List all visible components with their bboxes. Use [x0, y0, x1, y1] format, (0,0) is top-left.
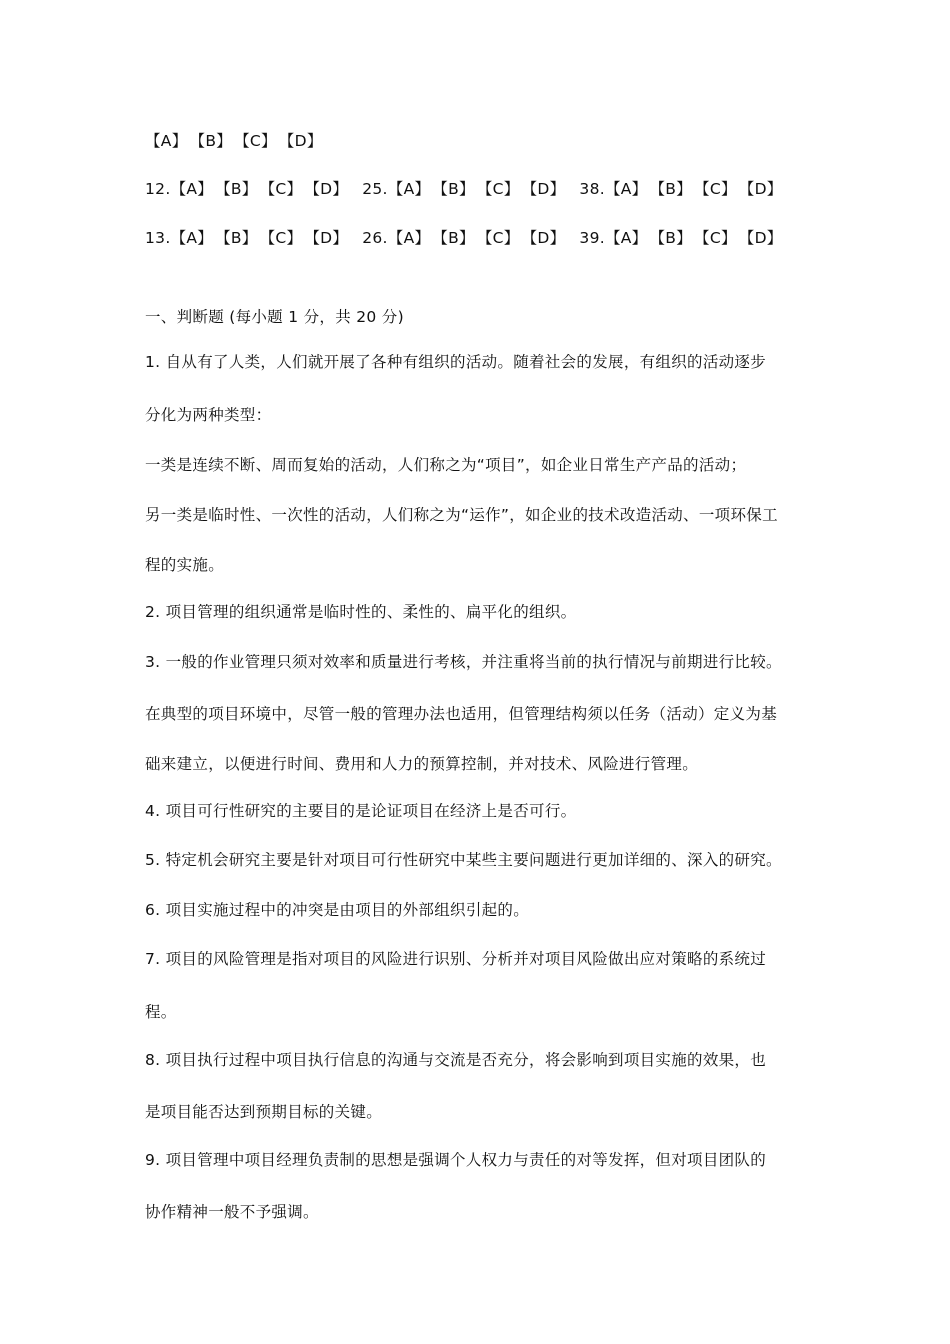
question-number: 25. [362, 180, 388, 198]
question-2: 2. 项目管理的组织通常是临时性的、柔性的、扁平化的组织。 [145, 603, 577, 621]
question-number: 12. [145, 180, 171, 198]
option-b: 【B】 [215, 229, 258, 247]
option-a: 【A】 [604, 229, 648, 247]
question-8-line-1: 8. 项目执行过程中项目执行信息的沟通与交流是否充分，将会影响到项目实施的效果，也 [145, 1051, 767, 1069]
answer-row-0 [145, 130, 323, 152]
question-9-line-2: 协作精神一般不予强调。 [145, 1203, 319, 1221]
answer-group-38 [579, 178, 782, 200]
question-4: 4. 项目可行性研究的主要目的是论证项目在经济上是否可行。 [145, 802, 577, 820]
question-7-line-1: 7. 项目的风险管理是指对项目的风险进行识别、分析并对项目风险做出应对策略的系统过 [145, 950, 767, 968]
option-b: 【B】 [649, 229, 693, 247]
answer-group-12 [145, 178, 348, 200]
option-b: 【B】 [215, 180, 258, 198]
question-8-line-2: 是项目能否达到预期目标的关键。 [145, 1103, 383, 1121]
option-c: 【C】 [259, 180, 303, 198]
option-a: 【A】 [387, 229, 431, 247]
option-d: 【D】 [521, 180, 566, 198]
question-9-line-1: 9. 项目管理中项目经理负责制的思想是强调个人权力与责任的对等发挥，但对项目团队的 [145, 1151, 767, 1169]
option-c: 【C】 [259, 229, 303, 247]
question-1-line-3: 一类是连续不断、周而复始的活动，人们称之为“项目”，如企业日常生产产品的活动； [145, 456, 747, 474]
option-b: 【B】 [649, 180, 693, 198]
option-a: 【A】 [387, 180, 431, 198]
question-3-line-3: 础来建立，以便进行时间、费用和人力的预算控制，并对技术、风险进行管理。 [145, 755, 699, 773]
option-b: 【B】 [432, 180, 475, 198]
option-b: 【B】 [432, 229, 475, 247]
section-heading: 一、判断题 (每小题 1 分，共 20 分) [145, 308, 404, 326]
question-1-line-1: 1. 自从有了人类，人们就开展了各种有组织的活动。随着社会的发展，有组织的活动逐步 [145, 353, 767, 371]
question-number: 26. [362, 229, 388, 247]
option-d: 【D】 [304, 229, 349, 247]
question-5: 5. 特定机会研究主要是针对项目可行性研究中某些主要问题进行更加详细的、深入的研究。 [145, 851, 782, 869]
question-1-line-4: 另一类是临时性、一次性的活动，人们称之为“运作”，如企业的技术改造活动、一项环保工 [145, 506, 778, 524]
option-d: 【D】 [738, 180, 783, 198]
option-c: 【C】 [476, 229, 520, 247]
option-c: 【C】 [694, 229, 737, 247]
option-a: 【A】 [170, 229, 214, 247]
question-6: 6. 项目实施过程中的冲突是由项目的外部组织引起的。 [145, 901, 530, 919]
answer-row-2 [145, 227, 783, 249]
question-number: 13. [145, 229, 171, 247]
option-d: 【D】 [738, 229, 783, 247]
answer-group-26 [362, 227, 565, 249]
question-number: 38. [579, 180, 605, 198]
option-a: 【A】 [604, 180, 648, 198]
option-c: 【C】 [234, 132, 277, 150]
question-7-line-2: 程。 [145, 1003, 177, 1021]
answer-group-39 [579, 227, 782, 249]
option-d: 【D】 [304, 180, 349, 198]
question-3-line-1: 3. 一般的作业管理只须对效率和质量进行考核，并注重将当前的执行情况与前期进行比较。 [145, 653, 782, 671]
question-3-line-2: 在典型的项目环境中，尽管一般的管理办法也适用，但管理结构须以任务（活动）定义为基 [145, 705, 778, 723]
question-number: 39. [579, 229, 605, 247]
option-a: 【A】 [170, 180, 214, 198]
option-c: 【C】 [694, 180, 737, 198]
option-a: 【A】 [145, 132, 188, 150]
question-1-line-5: 程的实施。 [145, 556, 225, 574]
answer-row-1 [145, 178, 783, 200]
option-c: 【C】 [476, 180, 520, 198]
option-b: 【B】 [189, 132, 233, 150]
answer-group-25 [362, 178, 565, 200]
option-d: 【D】 [278, 132, 323, 150]
question-1-line-2: 分化为两种类型： [145, 406, 272, 424]
option-d: 【D】 [521, 229, 566, 247]
answer-group-13 [145, 227, 348, 249]
